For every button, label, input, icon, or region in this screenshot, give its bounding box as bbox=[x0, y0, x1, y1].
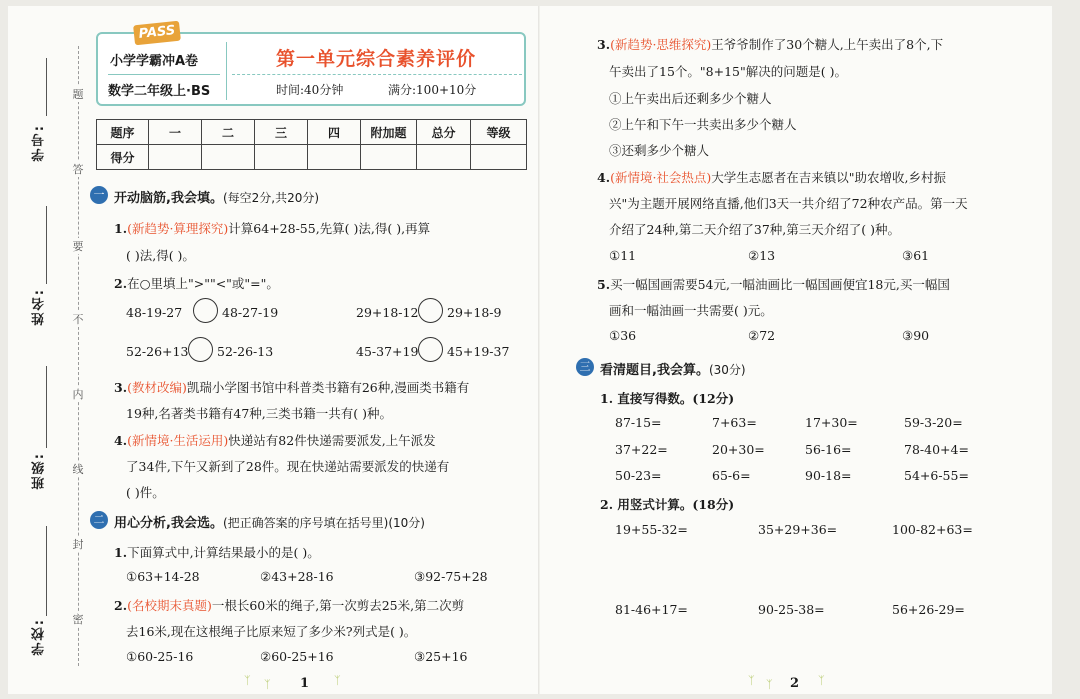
question-text: 19种,名著类书籍有47种,三类书籍一共有( )种。 bbox=[126, 406, 392, 421]
question-text: 快递站有82件快递需要派发,上午派发 bbox=[228, 433, 436, 448]
sprout-icon: ᛉ bbox=[818, 674, 825, 687]
question-text: 大学生志愿者在吉来镇以"助农增收,乡村振 bbox=[711, 170, 947, 185]
fold-char: 线 bbox=[70, 461, 86, 477]
section-note: (把正确答案的序号填在括号里)(10分) bbox=[222, 516, 425, 530]
sprout-icon: ᛉ bbox=[334, 674, 341, 687]
table-header: 三 bbox=[255, 120, 308, 145]
question-tag: (名校期末真题) bbox=[127, 598, 212, 613]
divider bbox=[108, 74, 220, 75]
divider bbox=[232, 74, 522, 75]
table-header: 题序 bbox=[97, 120, 149, 145]
section-note: (30分) bbox=[708, 363, 746, 377]
calc-item: 56-16= bbox=[805, 442, 852, 457]
divider bbox=[226, 42, 227, 100]
student-id-line bbox=[46, 58, 47, 116]
question-text: 王爷爷制作了30个糖人,上午卖出了8个,下 bbox=[711, 37, 944, 52]
option[interactable]: ①63+14-28 bbox=[126, 569, 200, 584]
exam-full-score: 满分:100+10分 bbox=[388, 83, 477, 97]
calc-item: 78-40+4= bbox=[904, 442, 969, 457]
score-cell[interactable] bbox=[149, 145, 202, 170]
question-2-1 bbox=[114, 543, 320, 561]
question-number: 2. bbox=[114, 276, 128, 291]
option[interactable]: ③25+16 bbox=[414, 649, 468, 664]
name-label: 姓名: bbox=[32, 288, 47, 326]
section-title bbox=[114, 187, 319, 206]
calc-item: 90-25-38= bbox=[758, 602, 825, 617]
question-1-2 bbox=[114, 274, 279, 292]
question-tag: (教材改编) bbox=[127, 380, 187, 395]
option[interactable]: ②43+28-16 bbox=[260, 569, 334, 584]
question-text: 午卖出了15个。"8+15"解决的问题是( )。 bbox=[609, 64, 847, 79]
option[interactable]: ①60-25-16 bbox=[126, 649, 194, 664]
question-number: 3. bbox=[597, 37, 611, 52]
compare-circle[interactable] bbox=[418, 298, 443, 323]
calc-item: 35+29+36= bbox=[758, 522, 838, 537]
sprout-icon: ᛉ bbox=[748, 674, 755, 687]
score-table bbox=[96, 119, 527, 170]
calc-item: 50-23= bbox=[615, 468, 662, 483]
compare-right: 45+19-37 bbox=[447, 344, 510, 359]
score-cell[interactable] bbox=[202, 145, 255, 170]
calc-item: 56+26-29= bbox=[892, 602, 965, 617]
fold-char: 要 bbox=[70, 238, 86, 254]
table-header: 四 bbox=[308, 120, 361, 145]
section-badge: 一 bbox=[90, 186, 108, 204]
score-cell[interactable] bbox=[255, 145, 308, 170]
calc-item: 20+30= bbox=[712, 442, 765, 457]
question-text: 兴"为主题开展网络直播,他们3天一共介绍了72种农产品。第一天 bbox=[609, 196, 968, 211]
score-table-header-row bbox=[97, 120, 527, 145]
calc-item: 59-3-20= bbox=[904, 415, 963, 430]
unit-title: 第一单元综合素养评价 bbox=[276, 48, 477, 70]
option[interactable]: ③92-75+28 bbox=[414, 569, 488, 584]
score-cell[interactable] bbox=[417, 145, 471, 170]
question-number: 1. bbox=[114, 221, 128, 236]
compare-right: 29+18-9 bbox=[447, 305, 502, 320]
calc-item: 90-18= bbox=[805, 468, 852, 483]
compare-left: 29+18-12 bbox=[356, 305, 419, 320]
calc-item: 19+55-32= bbox=[615, 522, 688, 537]
fold-char: 内 bbox=[70, 386, 86, 402]
question-number: 1. bbox=[114, 545, 128, 560]
section-badge: 二 bbox=[90, 511, 108, 529]
option[interactable]: ①11 bbox=[609, 248, 637, 263]
question-number: 4. bbox=[597, 170, 611, 185]
option[interactable]: ③还剩多少个糖人 bbox=[609, 143, 710, 158]
option[interactable]: ②72 bbox=[748, 328, 776, 343]
score-row-label: 得分 bbox=[97, 145, 149, 170]
section-title-text: 用心分析,我会选。 bbox=[114, 516, 223, 531]
fold-char: 题 bbox=[70, 86, 86, 102]
section-badge: 三 bbox=[576, 358, 594, 376]
fold-line bbox=[78, 46, 79, 666]
option[interactable]: ①上午卖出后还剩多少个糖人 bbox=[609, 91, 772, 106]
question-2-4 bbox=[597, 168, 946, 186]
option[interactable]: ②13 bbox=[748, 248, 776, 263]
calc-item: 7+63= bbox=[712, 415, 757, 430]
calc-item: 37+22= bbox=[615, 442, 668, 457]
question-text: ( )件。 bbox=[126, 485, 165, 500]
fold-char: 不 bbox=[70, 311, 86, 327]
sprout-icon: ᛉ bbox=[244, 674, 251, 687]
compare-right: 52-26-13 bbox=[217, 344, 274, 359]
question-text: 凯瑞小学图书馆中科普类书籍有26种,漫画类书籍有 bbox=[186, 380, 470, 395]
calc-item: 17+30= bbox=[805, 415, 858, 430]
question-tag: (新情境·生活运用) bbox=[127, 433, 229, 448]
question-text: 介绍了24种,第二天介绍了37种,第三天介绍了( )种。 bbox=[609, 222, 900, 237]
name-line bbox=[46, 206, 47, 284]
page-number: 2 bbox=[790, 676, 800, 691]
compare-right: 48-27-19 bbox=[222, 305, 279, 320]
question-text: 买一幅国画需要54元,一幅油画比一幅国画便宜18元,买一幅国 bbox=[610, 277, 950, 292]
question-number: 3. bbox=[114, 380, 128, 395]
calc-item: 54+6-55= bbox=[904, 468, 969, 483]
section-title-text: 开动脑筋,我会填。 bbox=[114, 191, 223, 206]
question-2-2 bbox=[114, 596, 464, 614]
table-header: 一 bbox=[149, 120, 202, 145]
question-text: 下面算式中,计算结果最小的是( )。 bbox=[127, 545, 320, 560]
question-text: 在○里填上">""<"或"="。 bbox=[127, 276, 279, 291]
question-text: 画和一幅油画一共需要( )元。 bbox=[609, 303, 773, 318]
sprout-icon: ᛉ bbox=[264, 678, 271, 691]
school-line bbox=[46, 526, 47, 616]
exam-header bbox=[96, 23, 526, 106]
question-text: 去16米,现在这根绳子比原来短了多少米?列式是( )。 bbox=[126, 624, 417, 639]
option[interactable]: ②上午和下午一共卖出多少个糖人 bbox=[609, 117, 797, 132]
option[interactable]: ①36 bbox=[609, 328, 637, 343]
section-note: (每空2分,共20分) bbox=[222, 191, 320, 205]
compare-left: 48-19-27 bbox=[126, 305, 183, 320]
series-name: 小学学霸冲A卷 bbox=[110, 54, 199, 69]
right-page bbox=[540, 6, 1052, 694]
subsection-label: 2. 用竖式计算。(18分) bbox=[600, 497, 735, 512]
question-2-3 bbox=[597, 35, 943, 53]
question-1-1 bbox=[114, 219, 430, 237]
section-title bbox=[600, 359, 746, 378]
question-text: 了34件,下午又新到了28件。现在快递站需要派发的快递有 bbox=[126, 459, 450, 474]
class-line bbox=[46, 366, 47, 448]
score-row bbox=[97, 145, 527, 170]
left-page bbox=[8, 6, 540, 694]
question-1-3 bbox=[114, 378, 469, 396]
question-text: ( )法,得( )。 bbox=[126, 248, 195, 263]
question-tag: (新情境·社会热点) bbox=[610, 170, 712, 185]
option[interactable]: ③61 bbox=[902, 248, 930, 263]
calc-item: 81-46+17= bbox=[615, 602, 688, 617]
table-header: 等级 bbox=[471, 120, 527, 145]
option[interactable]: ②60-25+16 bbox=[260, 649, 334, 664]
question-number: 5. bbox=[597, 277, 611, 292]
series-subtitle: 数学二年级上·BS bbox=[108, 84, 211, 99]
calc-item: 65-6= bbox=[712, 468, 751, 483]
table-header: 二 bbox=[202, 120, 255, 145]
section-title-text: 看清题目,我会算。 bbox=[600, 363, 709, 378]
score-cell[interactable] bbox=[471, 145, 527, 170]
sprout-icon: ᛉ bbox=[766, 678, 773, 691]
fold-char: 封 bbox=[70, 536, 86, 552]
section-title bbox=[114, 512, 425, 531]
exam-time: 时间:40分钟 bbox=[276, 83, 344, 97]
fold-char: 密 bbox=[70, 611, 86, 627]
question-number: 4. bbox=[114, 433, 128, 448]
subsection-label: 1. 直接写得数。(12分) bbox=[600, 391, 735, 406]
compare-circle[interactable] bbox=[418, 337, 443, 362]
question-tag: (新趋势·算理探究) bbox=[127, 221, 229, 236]
question-number: 2. bbox=[114, 598, 128, 613]
question-text: 一根长60米的绳子,第一次剪去25米,第二次剪 bbox=[211, 598, 465, 613]
compare-left: 45-37+19 bbox=[356, 344, 419, 359]
compare-circle[interactable] bbox=[188, 337, 213, 362]
score-cell[interactable] bbox=[308, 145, 361, 170]
question-1-4 bbox=[114, 431, 436, 449]
question-text: 计算64+28-55,先算( )法,得( ),再算 bbox=[228, 221, 431, 236]
pass-logo: PASS bbox=[133, 21, 181, 46]
compare-circle[interactable] bbox=[193, 298, 218, 323]
table-header: 总分 bbox=[417, 120, 471, 145]
compare-left: 52-26+13 bbox=[126, 344, 189, 359]
class-label: 班级: bbox=[32, 452, 47, 490]
school-label: 学校: bbox=[32, 618, 47, 656]
question-2-5 bbox=[597, 275, 950, 293]
calc-item: 87-15= bbox=[615, 415, 662, 430]
student-id-label: 学号: bbox=[32, 124, 47, 162]
calc-item: 100-82+63= bbox=[892, 522, 973, 537]
score-cell[interactable] bbox=[361, 145, 417, 170]
question-tag: (新趋势·思维探究) bbox=[610, 37, 712, 52]
fold-char: 答 bbox=[70, 161, 86, 177]
option[interactable]: ③90 bbox=[902, 328, 930, 343]
table-header: 附加题 bbox=[361, 120, 417, 145]
page-number: 1 bbox=[300, 676, 310, 691]
